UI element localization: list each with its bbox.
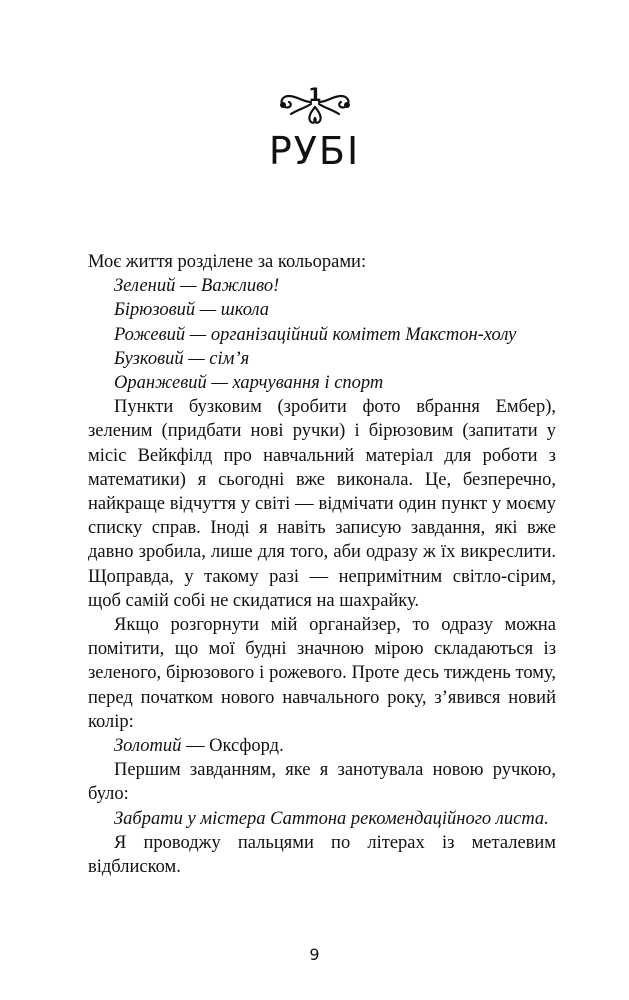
chapter-number: 1: [307, 84, 322, 106]
color-list-item: Рожевий — організаційний комітет Макстон-холу: [114, 324, 517, 345]
paragraph: Моє життя розділене за кольорами:: [88, 252, 367, 272]
task-item: Забрати у містера Саттона рекомендаційного листа.: [114, 808, 549, 829]
page-number: 9: [309, 945, 320, 964]
gold-color-meaning: — Оксфорд.: [181, 736, 284, 757]
chapter-heading: [0, 80, 629, 173]
chapter-text: [88, 250, 556, 879]
color-list-item: Оранжевий — харчування і спорт: [114, 373, 384, 394]
flourish-ornament-icon: [275, 80, 355, 126]
paragraph: Я проводжу пальцями по літерах із металевим відблиском.: [88, 832, 556, 878]
paragraph: Якщо розгорнути мій органайзер, то одразу можна помітити, що мої будні значною мірою складаються із зеленого, бірюзового і рожевого. Проте десь тиждень тому, перед початком нового навчального року, з’явився новий колір:: [88, 615, 556, 732]
color-list-item-gold: [88, 734, 556, 758]
paragraph: Першим завданням, яке я занотувала новою ручкою, було:: [88, 760, 556, 805]
color-list-item: Бірюзовий — школа: [114, 300, 270, 321]
paragraph: Пункти бузковим (зробити фото вбрання Ембер), зеленим (придбати нові ручки) і бірюзовим (запитати у місіс Вейкфілд про навчальний матеріал для роботи з математики) я сьогодні вже виконала. Це, безперечно, найкраще відчуття у світі — відмічати один пункт у моєму списку справ. Іноді я навіть записую завдання, які вже давно зробила, лише для того, аби одразу ж їх викреслити. Щоправда, у такому разі — непримітним світло-сірим, щоб самій собі не скидатися на шахрайку.: [88, 397, 556, 611]
color-list-item: Зелений — Важливо!: [114, 276, 280, 297]
gold-color-label: Золотий: [114, 736, 182, 757]
chapter-title: РУБІ: [268, 129, 361, 173]
color-list-item: Бузковий — сім’я: [114, 348, 250, 369]
